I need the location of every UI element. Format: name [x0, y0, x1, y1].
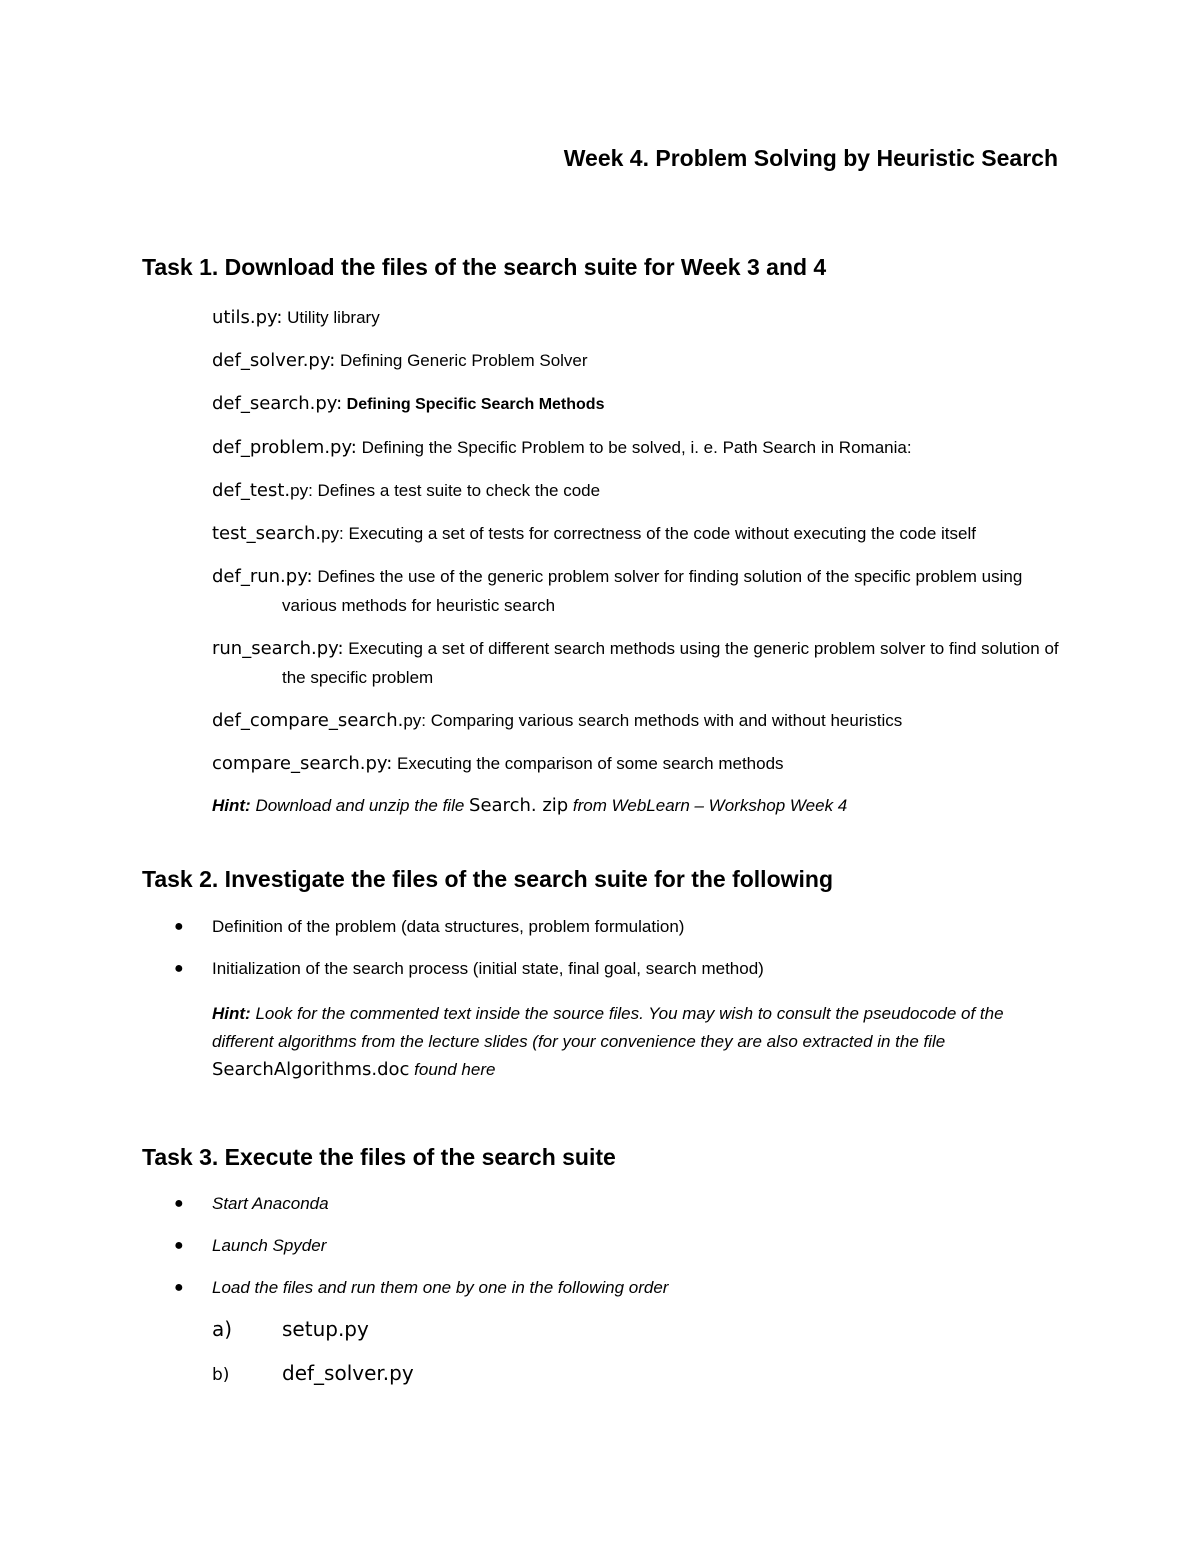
step-item: [212, 1358, 414, 1402]
list-item-text: Load the files and run them one by one in the following order: [212, 1278, 669, 1297]
file-entry-def-problem: [212, 433, 1072, 462]
step-file-name: def_solver.py: [282, 1361, 414, 1385]
bullet-icon: ●: [174, 1237, 184, 1254]
file-description: Executing the comparison of some search methods: [392, 754, 784, 773]
page-title: Week 4. Problem Solving by Heuristic Search: [563, 145, 1058, 171]
task3-heading: Task 3. Execute the files of the search suite: [142, 1144, 616, 1170]
list-item: [172, 1274, 1072, 1302]
hint-text: Look for the commented text inside the source files. You may wish to consult the pseudocode of the different algorithms from the lecture slides (for your convenience they are also extracted in the file: [212, 1004, 1004, 1051]
bullet-icon: ●: [174, 1195, 184, 1212]
file-entry-def-solver: [212, 346, 1072, 375]
list-item-text: Launch Spyder: [212, 1236, 327, 1255]
step-file-name: setup.py: [282, 1317, 369, 1341]
file-description: py: Executing a set of tests for correctness of the code without executing the code itself: [321, 524, 976, 543]
bullet-icon: ●: [174, 1279, 184, 1296]
file-name: utils.py:: [212, 307, 283, 328]
list-item-text: Start Anaconda: [212, 1194, 329, 1213]
file-name: run_search.py:: [212, 638, 344, 659]
list-item-text: Definition of the problem (data structures, problem formulation): [212, 917, 685, 936]
step-letter: a): [212, 1317, 233, 1341]
list-item: [172, 913, 1072, 941]
file-entry-test-search: [212, 519, 1072, 548]
file-entry-compare-search: [212, 749, 1072, 778]
file-name: def_problem.py:: [212, 437, 357, 458]
task2-heading: Task 2. Investigate the files of the search suite for the following: [142, 866, 833, 892]
bullet-icon: ●: [174, 960, 184, 977]
task2-hint: [212, 1000, 1052, 1084]
file-name: def_run.py:: [212, 566, 313, 587]
hint-text-end: found here: [409, 1060, 496, 1079]
hint-label: Hint:: [212, 1004, 251, 1023]
file-entry-run-search: [212, 634, 1072, 692]
hint-label: Hint:: [212, 796, 251, 815]
list-item: [172, 1190, 1072, 1218]
bullet-icon: ●: [174, 918, 184, 935]
list-item-text: Initialization of the search process (initial state, final goal, search method): [212, 959, 764, 978]
list-item: [172, 955, 1072, 983]
file-entry-def-compare-search: [212, 706, 1072, 735]
file-entry-def-run: [212, 562, 1072, 620]
file-description: py: Comparing various search methods with and without heuristics: [403, 711, 903, 730]
task1-hint: [212, 792, 1072, 820]
step-item: [212, 1314, 414, 1358]
file-description: Executing a set of different search methods using the generic problem solver to find solution of the specific problem: [282, 639, 1059, 687]
file-description: Defines the use of the generic problem solver for finding solution of the specific problem using various methods for heuristic search: [282, 567, 1023, 615]
task3-step-list: [212, 1314, 414, 1402]
file-name: compare_search.py:: [212, 753, 393, 774]
hint-file-name: Search. zip: [469, 795, 569, 816]
step-letter: b): [212, 1365, 230, 1385]
task2-bullet-list: [172, 913, 1072, 997]
hint-text: Download and unzip the file: [250, 796, 470, 815]
file-entry-def-search: [212, 389, 1072, 419]
file-name: def_solver.py:: [212, 350, 336, 371]
file-description: Defining the Specific Problem to be solved, i. e. Path Search in Romania:: [356, 438, 912, 457]
hint-file-name: SearchAlgorithms.doc: [212, 1059, 410, 1080]
task1-file-list: [212, 303, 1072, 834]
task1-heading: Task 1. Download the files of the search suite for Week 3 and 4: [142, 254, 827, 280]
file-description: Utility library: [282, 308, 380, 327]
file-entry-utils: [212, 303, 1072, 332]
list-item: [172, 1232, 1072, 1260]
file-name: def_compare_search.: [212, 710, 404, 731]
file-description: py: Defines a test suite to check the code: [290, 481, 601, 500]
hint-text-end: from WebLearn – Workshop Week 4: [568, 796, 848, 815]
task3-bullet-list: [172, 1190, 1072, 1316]
file-entry-def-test: [212, 476, 1072, 505]
file-name: def_test.: [212, 480, 291, 501]
file-description: Defining Generic Problem Solver: [335, 351, 588, 370]
file-description: Defining Specific Search Methods: [342, 396, 605, 413]
file-name: def_search.py:: [212, 393, 343, 414]
file-name: test_search.: [212, 523, 322, 544]
